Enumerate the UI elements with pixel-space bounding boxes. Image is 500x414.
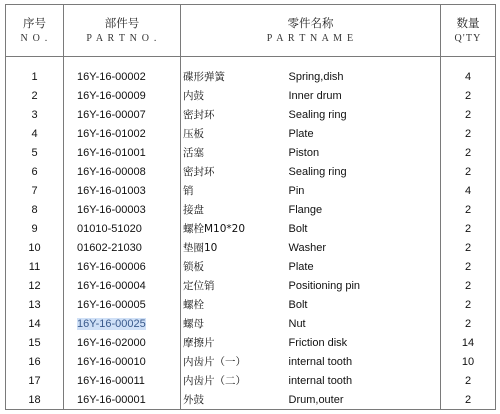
row-name-en-cell bbox=[277, 257, 441, 276]
row-name-cn-cell-text: 碟形弹簧 bbox=[183, 71, 225, 83]
row-part-no-cell-text: 16Y-16-01003 bbox=[77, 184, 146, 197]
row-qty-cell-text: 2 bbox=[464, 279, 472, 292]
row-qty-cell-text: 2 bbox=[464, 89, 472, 102]
row-name-cn-cell bbox=[181, 143, 277, 162]
row-name-cn-cell bbox=[181, 371, 277, 390]
row-name-cn-cell-text: 内齿片（一） bbox=[183, 356, 246, 368]
row-qty-cell-text: 2 bbox=[464, 393, 472, 406]
row-name-cn-cell-text: 压板 bbox=[183, 128, 204, 140]
row-part-no-cell bbox=[64, 219, 181, 238]
header-qty-en: Q'TY bbox=[454, 32, 482, 44]
table-row bbox=[6, 352, 496, 371]
row-part-no-cell bbox=[64, 333, 181, 352]
table-row bbox=[6, 257, 496, 276]
row-qty-cell bbox=[441, 200, 496, 219]
row-qty-cell-text: 2 bbox=[464, 260, 472, 273]
row-name-en-cell-text: internal tooth bbox=[288, 374, 353, 387]
row-name-en-cell-text: Friction disk bbox=[288, 336, 348, 349]
table-row bbox=[6, 143, 496, 162]
header-no-en: N O . bbox=[20, 32, 49, 44]
row-qty-cell bbox=[441, 390, 496, 410]
row-name-cn-cell bbox=[181, 86, 277, 105]
row-part-no-cell-text: 16Y-16-00025 bbox=[77, 317, 146, 330]
row-name-en-cell-text: Flange bbox=[288, 203, 323, 216]
table-row bbox=[6, 314, 496, 333]
row-part-no-cell-text: 16Y-16-00010 bbox=[77, 355, 146, 368]
row-part-no-cell-text: 16Y-16-00004 bbox=[77, 279, 146, 292]
row-part-no-cell bbox=[64, 295, 181, 314]
row-qty-cell-text: 2 bbox=[464, 317, 472, 330]
row-name-en-cell bbox=[277, 238, 441, 257]
header-qty bbox=[441, 5, 496, 57]
row-name-en-cell-text: Sealing ring bbox=[288, 165, 347, 178]
table-body bbox=[6, 57, 496, 410]
row-name-en-cell bbox=[277, 295, 441, 314]
table-row bbox=[6, 86, 496, 105]
row-name-en-cell bbox=[277, 200, 441, 219]
row-name-cn-cell bbox=[181, 257, 277, 276]
row-name-en-cell-text: Bolt bbox=[288, 222, 308, 235]
row-name-en-cell bbox=[277, 124, 441, 143]
table-row bbox=[6, 295, 496, 314]
row-part-no-cell-text: 01010-51020 bbox=[77, 222, 142, 235]
row-name-cn-cell-text: 摩擦片 bbox=[183, 337, 215, 349]
row-qty-cell-text: 2 bbox=[464, 222, 472, 235]
row-part-no-cell-text: 16Y-16-00005 bbox=[77, 298, 146, 311]
header-name-cn: 零件名称 bbox=[287, 15, 334, 30]
header-part-cn: 部件号 bbox=[104, 15, 140, 30]
row-qty-cell bbox=[441, 371, 496, 390]
row-no-cell-text: 12 bbox=[28, 279, 41, 292]
row-name-en-cell bbox=[277, 352, 441, 371]
row-name-cn-cell bbox=[181, 333, 277, 352]
row-no-cell-text: 7 bbox=[31, 184, 38, 197]
row-name-en-cell-text: Piston bbox=[288, 146, 320, 159]
row-name-cn-cell-text: 螺母 bbox=[183, 318, 204, 330]
row-name-cn-cell-text: 外鼓 bbox=[183, 394, 204, 406]
row-no-cell bbox=[6, 295, 64, 314]
row-part-no-cell bbox=[64, 86, 181, 105]
row-name-en-cell bbox=[277, 67, 441, 86]
row-name-en-cell-text: Pin bbox=[288, 184, 305, 197]
row-no-cell-text: 2 bbox=[31, 89, 38, 102]
header-name-en: P A R T N A M E bbox=[266, 32, 355, 44]
row-qty-cell bbox=[441, 276, 496, 295]
row-qty-cell-text: 10 bbox=[461, 355, 475, 368]
row-name-cn-cell-text: 内鼓 bbox=[183, 90, 204, 102]
row-part-no-cell bbox=[64, 276, 181, 295]
row-qty-cell bbox=[441, 67, 496, 86]
row-name-cn-cell bbox=[181, 200, 277, 219]
row-part-no-cell bbox=[64, 371, 181, 390]
row-no-cell-text: 8 bbox=[31, 203, 38, 216]
row-part-no-cell-text: 16Y-16-00009 bbox=[77, 89, 146, 102]
row-no-cell-text: 3 bbox=[31, 108, 38, 121]
row-qty-cell bbox=[441, 143, 496, 162]
row-name-en-cell bbox=[277, 371, 441, 390]
row-qty-cell-text: 2 bbox=[464, 127, 472, 140]
row-qty-cell-text: 2 bbox=[464, 108, 472, 121]
row-name-en-cell-text: Sealing ring bbox=[288, 108, 347, 121]
row-name-cn-cell-text: 活塞 bbox=[183, 147, 204, 159]
row-no-cell-text: 1 bbox=[31, 70, 38, 83]
row-part-no-cell bbox=[64, 200, 181, 219]
table-row bbox=[6, 219, 496, 238]
table-row bbox=[6, 371, 496, 390]
row-name-cn-cell bbox=[181, 105, 277, 124]
row-no-cell-text: 13 bbox=[28, 298, 41, 311]
parts-table bbox=[5, 4, 496, 410]
row-no-cell bbox=[6, 181, 64, 200]
row-no-cell bbox=[6, 219, 64, 238]
row-qty-cell-text: 4 bbox=[464, 184, 472, 197]
row-name-cn-cell bbox=[181, 276, 277, 295]
row-part-no-cell bbox=[64, 352, 181, 371]
row-qty-cell-text: 2 bbox=[464, 146, 472, 159]
row-no-cell-text: 15 bbox=[28, 336, 41, 349]
row-no-cell bbox=[6, 67, 64, 86]
row-part-no-cell-text: 16Y-16-01001 bbox=[77, 146, 146, 159]
row-no-cell bbox=[6, 390, 64, 410]
row-name-cn-cell-text: 锁板 bbox=[183, 261, 204, 273]
row-part-no-cell bbox=[64, 238, 181, 257]
row-name-cn-cell-text: 螺栓 bbox=[183, 299, 204, 311]
row-name-cn-cell-text: 定位销 bbox=[183, 280, 215, 292]
row-no-cell-text: 16 bbox=[28, 355, 41, 368]
row-qty-cell bbox=[441, 124, 496, 143]
row-part-no-cell-text: 16Y-16-00002 bbox=[77, 70, 146, 83]
row-part-no-cell-text: 16Y-16-02000 bbox=[77, 336, 146, 349]
row-qty-cell bbox=[441, 333, 496, 352]
row-name-cn-cell bbox=[181, 295, 277, 314]
row-qty-cell bbox=[441, 219, 496, 238]
row-name-cn-cell bbox=[181, 352, 277, 371]
row-part-no-cell bbox=[64, 105, 181, 124]
row-no-cell bbox=[6, 86, 64, 105]
row-name-en-cell-text: Inner drum bbox=[288, 89, 342, 102]
row-qty-cell bbox=[441, 105, 496, 124]
row-no-cell bbox=[6, 314, 64, 333]
row-name-en-cell bbox=[277, 162, 441, 181]
table-row bbox=[6, 238, 496, 257]
table-row bbox=[6, 181, 496, 200]
row-name-cn-cell bbox=[181, 181, 277, 200]
row-name-cn-cell-text: 接盘 bbox=[183, 204, 204, 216]
row-qty-cell bbox=[441, 257, 496, 276]
row-no-cell bbox=[6, 124, 64, 143]
row-qty-cell bbox=[441, 295, 496, 314]
row-part-no-cell bbox=[64, 124, 181, 143]
row-no-cell bbox=[6, 276, 64, 295]
row-no-cell-text: 11 bbox=[28, 260, 41, 273]
row-part-no-cell-text: 16Y-16-00007 bbox=[77, 108, 146, 121]
row-qty-cell bbox=[441, 181, 496, 200]
row-qty-cell-text: 2 bbox=[464, 203, 472, 216]
header-part-no bbox=[64, 5, 181, 57]
row-name-en-cell bbox=[277, 390, 441, 410]
row-part-no-cell-text: 16Y-16-01002 bbox=[77, 127, 146, 140]
table-header-row bbox=[6, 5, 496, 57]
row-name-cn-cell bbox=[181, 314, 277, 333]
row-part-no-cell bbox=[64, 257, 181, 276]
table-row bbox=[6, 67, 496, 86]
row-qty-cell bbox=[441, 352, 496, 371]
row-no-cell bbox=[6, 200, 64, 219]
row-no-cell-text: 5 bbox=[31, 146, 38, 159]
row-name-en-cell bbox=[277, 105, 441, 124]
row-name-cn-cell-text: 内齿片（二） bbox=[183, 375, 246, 387]
row-name-en-cell-text: Plate bbox=[288, 260, 314, 273]
header-no bbox=[6, 5, 64, 57]
row-part-no-cell bbox=[64, 314, 181, 333]
row-name-cn-cell bbox=[181, 124, 277, 143]
row-no-cell bbox=[6, 257, 64, 276]
row-no-cell bbox=[6, 352, 64, 371]
row-qty-cell-text: 2 bbox=[464, 165, 472, 178]
row-name-cn-cell bbox=[181, 162, 277, 181]
row-no-cell-text: 9 bbox=[31, 222, 38, 235]
row-name-en-cell-text: Bolt bbox=[288, 298, 308, 311]
row-no-cell bbox=[6, 333, 64, 352]
row-no-cell-text: 18 bbox=[28, 393, 41, 406]
row-no-cell-text: 17 bbox=[28, 374, 41, 387]
row-part-no-cell bbox=[64, 181, 181, 200]
row-qty-cell bbox=[441, 162, 496, 181]
row-qty-cell-text: 2 bbox=[464, 241, 472, 254]
row-name-en-cell-text: Spring,dish bbox=[288, 70, 344, 83]
row-qty-cell-text: 2 bbox=[464, 298, 472, 311]
row-name-en-cell bbox=[277, 276, 441, 295]
row-part-no-cell-text: 16Y-16-00003 bbox=[77, 203, 146, 216]
table-spacer-row bbox=[6, 57, 496, 68]
header-part-name bbox=[181, 5, 441, 57]
row-name-cn-cell-text: 密封环 bbox=[183, 109, 215, 121]
row-no-cell bbox=[6, 371, 64, 390]
row-no-cell-text: 10 bbox=[28, 241, 41, 254]
row-name-cn-cell bbox=[181, 238, 277, 257]
row-no-cell bbox=[6, 105, 64, 124]
row-name-en-cell-text: internal tooth bbox=[288, 355, 353, 368]
parts-list-document bbox=[5, 4, 495, 409]
row-part-no-cell-text: 16Y-16-00008 bbox=[77, 165, 146, 178]
row-name-cn-cell bbox=[181, 390, 277, 410]
row-no-cell-text: 14 bbox=[28, 317, 41, 330]
table-row bbox=[6, 105, 496, 124]
row-part-no-cell bbox=[64, 143, 181, 162]
row-name-cn-cell bbox=[181, 219, 277, 238]
table-row bbox=[6, 200, 496, 219]
table-row bbox=[6, 162, 496, 181]
row-name-en-cell-text: Positioning pin bbox=[288, 279, 361, 292]
row-name-en-cell-text: Plate bbox=[288, 127, 314, 140]
table-row bbox=[6, 333, 496, 352]
row-qty-cell bbox=[441, 314, 496, 333]
row-name-cn-cell-text: 垫圈10 bbox=[183, 242, 218, 254]
row-qty-cell-text: 4 bbox=[464, 70, 472, 83]
row-no-cell-text: 4 bbox=[31, 127, 38, 140]
row-part-no-cell bbox=[64, 390, 181, 410]
row-name-en-cell-text: Drum,outer bbox=[288, 393, 344, 406]
row-name-cn-cell-text: 销 bbox=[183, 185, 194, 197]
row-no-cell bbox=[6, 238, 64, 257]
row-part-no-cell bbox=[64, 67, 181, 86]
header-no-cn: 序号 bbox=[23, 15, 46, 30]
row-name-en-cell bbox=[277, 314, 441, 333]
row-name-cn-cell-text: 密封环 bbox=[183, 166, 215, 178]
row-name-en-cell bbox=[277, 333, 441, 352]
row-no-cell bbox=[6, 162, 64, 181]
row-name-en-cell-text: Nut bbox=[288, 317, 306, 330]
row-qty-cell-text: 2 bbox=[464, 374, 472, 387]
row-part-no-cell-text: 16Y-16-00006 bbox=[77, 260, 146, 273]
table-row bbox=[6, 276, 496, 295]
row-name-cn-cell bbox=[181, 67, 277, 86]
row-qty-cell bbox=[441, 86, 496, 105]
row-qty-cell bbox=[441, 238, 496, 257]
row-name-en-cell bbox=[277, 86, 441, 105]
row-part-no-cell bbox=[64, 162, 181, 181]
header-qty-cn: 数量 bbox=[456, 15, 480, 30]
row-qty-cell-text: 14 bbox=[461, 336, 475, 349]
row-part-no-cell-text: 01602-21030 bbox=[77, 241, 142, 254]
header-part-en: P A R T N O . bbox=[86, 32, 158, 44]
row-name-cn-cell-text: 螺栓M10*20 bbox=[183, 223, 246, 235]
row-name-en-cell bbox=[277, 181, 441, 200]
row-no-cell bbox=[6, 143, 64, 162]
row-name-en-cell bbox=[277, 143, 441, 162]
row-no-cell-text: 6 bbox=[31, 165, 38, 178]
row-name-en-cell-text: Washer bbox=[288, 241, 326, 254]
table-row bbox=[6, 390, 496, 410]
row-part-no-cell-text: 16Y-16-00001 bbox=[77, 393, 146, 406]
row-name-en-cell bbox=[277, 219, 441, 238]
row-part-no-cell-text: 16Y-16-00011 bbox=[77, 374, 145, 387]
table-row bbox=[6, 124, 496, 143]
